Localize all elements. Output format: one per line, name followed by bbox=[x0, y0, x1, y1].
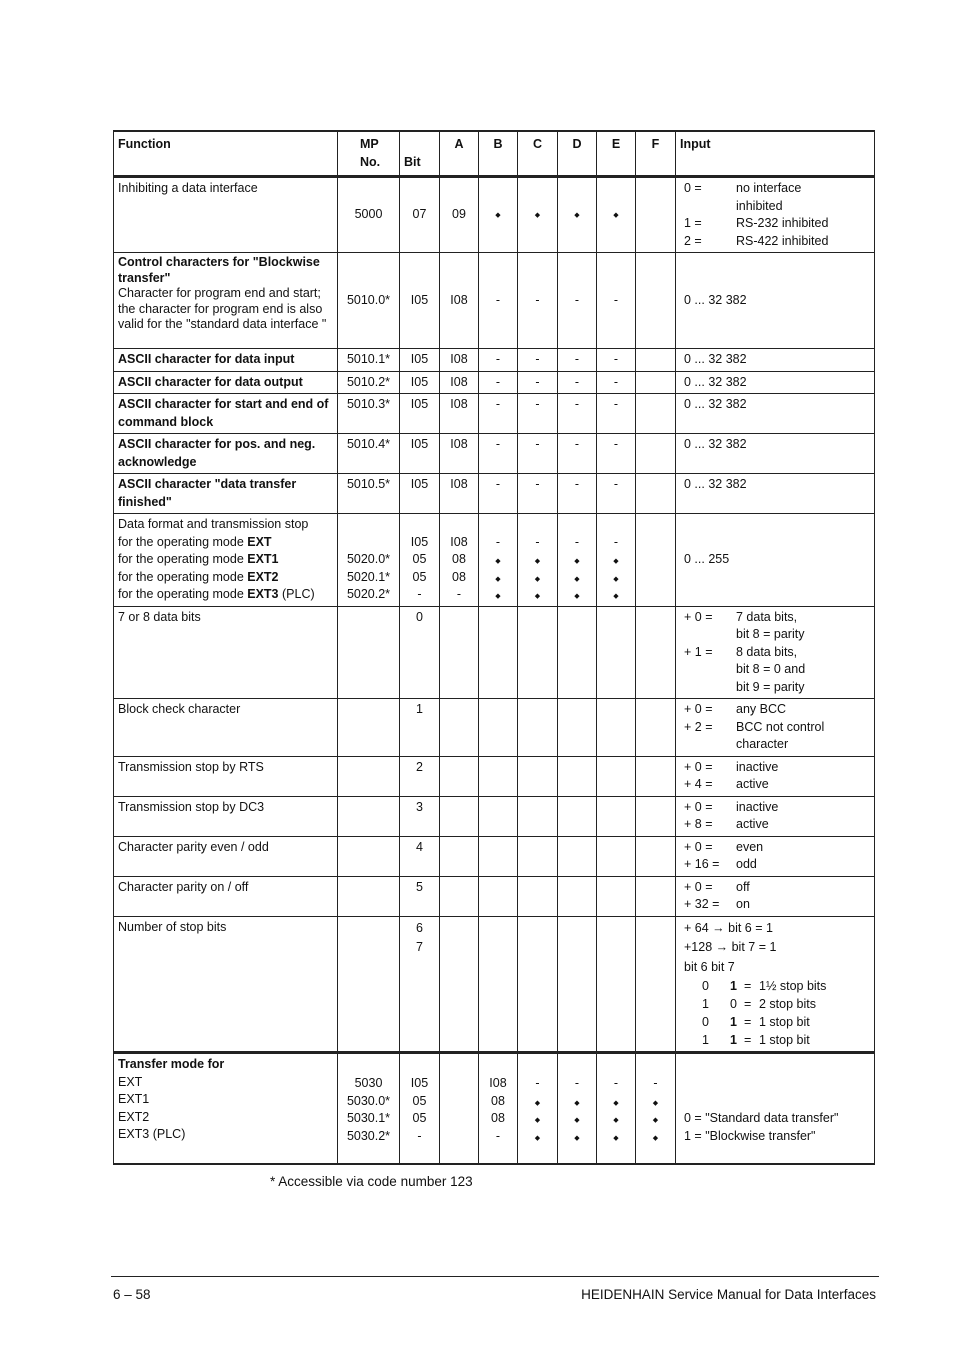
mp-cell bbox=[338, 699, 400, 757]
header-e: E bbox=[597, 131, 636, 177]
diamond-icon bbox=[495, 552, 500, 566]
table-row bbox=[114, 699, 875, 757]
b-cell bbox=[479, 916, 518, 1053]
a-cell: 09 bbox=[440, 177, 479, 253]
diamond-icon bbox=[613, 1111, 618, 1125]
function-cell: ASCII character for pos. and neg. acknowledge bbox=[114, 434, 338, 474]
f-cell bbox=[636, 394, 676, 434]
f-cell bbox=[636, 177, 676, 253]
input-cell: 0 ... 32 382 bbox=[676, 434, 875, 474]
table-row bbox=[114, 514, 875, 607]
machine-parameter-table bbox=[113, 130, 875, 1165]
f-cell bbox=[636, 434, 676, 474]
header-c: C bbox=[518, 131, 558, 177]
b-cell bbox=[479, 177, 518, 253]
mp-cell: 5010.0* bbox=[338, 253, 400, 349]
table-row bbox=[114, 836, 875, 876]
diamond-icon bbox=[535, 570, 540, 584]
e-cell: - bbox=[597, 434, 636, 474]
e-cell bbox=[597, 836, 636, 876]
c-cell bbox=[518, 606, 558, 699]
a-cell bbox=[440, 796, 479, 836]
c-cell: - bbox=[518, 474, 558, 514]
function-cell: Data format and transmission stop for the operating mode EXT for the operating mode EXT1 for the operating mode EXT2 for the operating mode EXT3 (PLC) bbox=[114, 514, 338, 607]
diamond-icon bbox=[574, 552, 579, 566]
b-cell: - bbox=[479, 371, 518, 394]
c-cell bbox=[518, 876, 558, 916]
function-cell: Number of stop bits bbox=[114, 916, 338, 1053]
a-cell bbox=[440, 606, 479, 699]
function-cell: ASCII character for data input bbox=[114, 349, 338, 372]
b-cell: - bbox=[479, 474, 518, 514]
d-cell: - ◆ ◆ ◆ bbox=[558, 1053, 597, 1164]
table-row bbox=[114, 1053, 875, 1164]
a-cell bbox=[440, 699, 479, 757]
function-cell: Inhibiting a data interface bbox=[114, 177, 338, 253]
table-row bbox=[114, 177, 875, 253]
a-cell: I08 08 08 - bbox=[440, 514, 479, 607]
d-cell bbox=[558, 699, 597, 757]
f-cell: - ◆ ◆ ◆ bbox=[636, 1053, 676, 1164]
d-cell: - bbox=[558, 349, 597, 372]
b-cell: I08 08 08 - bbox=[479, 1053, 518, 1164]
a-cell: I08 bbox=[440, 474, 479, 514]
d-cell: - bbox=[558, 371, 597, 394]
b-cell bbox=[479, 606, 518, 699]
diamond-icon bbox=[574, 206, 579, 220]
c-cell bbox=[518, 756, 558, 796]
e-cell bbox=[597, 699, 636, 757]
bit-cell: 6 7 bbox=[400, 916, 440, 1053]
bit-cell: I05 bbox=[400, 474, 440, 514]
input-cell: 0 ... 255 bbox=[676, 514, 875, 607]
b-cell bbox=[479, 699, 518, 757]
diamond-icon bbox=[495, 570, 500, 584]
table-row bbox=[114, 606, 875, 699]
function-cell: Block check character bbox=[114, 699, 338, 757]
mp-cell: 5010.5* bbox=[338, 474, 400, 514]
d-cell bbox=[558, 177, 597, 253]
diamond-icon bbox=[613, 552, 618, 566]
d-cell: - ◆ ◆ ◆ bbox=[558, 514, 597, 607]
c-cell bbox=[518, 836, 558, 876]
input-cell: 0 = "Standard data transfer" 1 = "Blockwise transfer" bbox=[676, 1053, 875, 1164]
bit-cell: 07 bbox=[400, 177, 440, 253]
function-cell: Character parity even / odd bbox=[114, 836, 338, 876]
bit-cell: I05 bbox=[400, 394, 440, 434]
header-input: Input bbox=[676, 131, 875, 177]
bit-cell: I05 05 05 - bbox=[400, 514, 440, 607]
e-cell: - bbox=[597, 371, 636, 394]
d-cell bbox=[558, 836, 597, 876]
diamond-icon bbox=[574, 1094, 579, 1108]
diamond-icon bbox=[495, 587, 500, 601]
a-cell bbox=[440, 876, 479, 916]
b-cell: - bbox=[479, 349, 518, 372]
diamond-icon bbox=[574, 587, 579, 601]
footer-title: HEIDENHAIN Service Manual for Data Interfaces bbox=[581, 1287, 876, 1302]
mp-cell: 5010.1* bbox=[338, 349, 400, 372]
mp-cell: 5010.3* bbox=[338, 394, 400, 434]
header-f: F bbox=[636, 131, 676, 177]
table-row bbox=[114, 349, 875, 372]
diamond-icon bbox=[535, 1111, 540, 1125]
f-cell bbox=[636, 514, 676, 607]
table-row bbox=[114, 253, 875, 349]
header-function: Function bbox=[114, 131, 338, 177]
e-cell bbox=[597, 796, 636, 836]
f-cell bbox=[636, 876, 676, 916]
b-cell: - bbox=[479, 253, 518, 349]
c-cell bbox=[518, 916, 558, 1053]
d-cell bbox=[558, 606, 597, 699]
f-cell bbox=[636, 699, 676, 757]
input-cell: 0 ... 32 382 bbox=[676, 474, 875, 514]
diamond-icon bbox=[574, 1111, 579, 1125]
header-mp: MP No. bbox=[338, 131, 400, 177]
footer-divider bbox=[111, 1276, 879, 1277]
table-row bbox=[114, 796, 875, 836]
mp-cell bbox=[338, 836, 400, 876]
a-cell: I08 bbox=[440, 434, 479, 474]
input-cell: + 0 = inactive + 8 = active bbox=[676, 796, 875, 836]
a-cell: I08 bbox=[440, 349, 479, 372]
c-cell: - bbox=[518, 394, 558, 434]
mp-cell bbox=[338, 796, 400, 836]
mp-cell bbox=[338, 756, 400, 796]
a-cell bbox=[440, 756, 479, 796]
table-header-row bbox=[114, 131, 875, 177]
a-cell bbox=[440, 916, 479, 1053]
e-cell bbox=[597, 756, 636, 796]
diamond-icon bbox=[653, 1129, 658, 1143]
input-cell: + 0 = even + 16 = odd bbox=[676, 836, 875, 876]
d-cell: - bbox=[558, 253, 597, 349]
f-cell bbox=[636, 371, 676, 394]
diamond-icon bbox=[613, 570, 618, 584]
a-cell: I08 bbox=[440, 371, 479, 394]
f-cell bbox=[636, 253, 676, 349]
function-cell: Character parity on / off bbox=[114, 876, 338, 916]
mp-cell: 5020.0* 5020.1* 5020.2* bbox=[338, 514, 400, 607]
bit-cell: I05 bbox=[400, 253, 440, 349]
table-row bbox=[114, 434, 875, 474]
input-cell: 0 ... 32 382 bbox=[676, 253, 875, 349]
function-cell: Transmission stop by DC3 bbox=[114, 796, 338, 836]
table-row bbox=[114, 394, 875, 434]
function-cell: ASCII character for start and end of command block bbox=[114, 394, 338, 434]
e-cell bbox=[597, 177, 636, 253]
d-cell bbox=[558, 756, 597, 796]
mp-cell bbox=[338, 876, 400, 916]
e-cell: - bbox=[597, 349, 636, 372]
e-cell: - ◆ ◆ ◆ bbox=[597, 1053, 636, 1164]
table-row bbox=[114, 371, 875, 394]
diamond-icon bbox=[535, 1129, 540, 1143]
diamond-icon bbox=[535, 1094, 540, 1108]
diamond-icon bbox=[535, 206, 540, 220]
bit-cell: 1 bbox=[400, 699, 440, 757]
a-cell: I08 bbox=[440, 253, 479, 349]
header-bit: Bit bbox=[400, 131, 440, 177]
bit-cell: I05 bbox=[400, 371, 440, 394]
a-cell: I08 bbox=[440, 394, 479, 434]
c-cell: - bbox=[518, 349, 558, 372]
c-cell: - ◆ ◆ ◆ bbox=[518, 514, 558, 607]
diamond-icon bbox=[653, 1094, 658, 1108]
e-cell: - bbox=[597, 253, 636, 349]
diamond-icon bbox=[574, 570, 579, 584]
bit-cell: I05 05 05 - bbox=[400, 1053, 440, 1164]
diamond-icon bbox=[613, 1129, 618, 1143]
function-cell: Transfer mode for EXT EXT1 EXT2 EXT3 (PLC) bbox=[114, 1053, 338, 1164]
e-cell bbox=[597, 606, 636, 699]
mp-cell bbox=[338, 916, 400, 1053]
c-cell bbox=[518, 796, 558, 836]
a-cell bbox=[440, 836, 479, 876]
f-cell bbox=[636, 796, 676, 836]
f-cell bbox=[636, 349, 676, 372]
d-cell bbox=[558, 876, 597, 916]
function-cell: Control characters for "Blockwise transfer" Character for program end and start; the character for program end is also valid for the "standard data interface " bbox=[114, 253, 338, 349]
b-cell: - bbox=[479, 394, 518, 434]
header-a: A bbox=[440, 131, 479, 177]
input-cell: 0 ... 32 382 bbox=[676, 349, 875, 372]
d-cell: - bbox=[558, 394, 597, 434]
b-cell bbox=[479, 796, 518, 836]
bit-cell: I05 bbox=[400, 349, 440, 372]
diamond-icon bbox=[495, 206, 500, 220]
bit-cell: I05 bbox=[400, 434, 440, 474]
function-cell: ASCII character for data output bbox=[114, 371, 338, 394]
input-cell: + 0 = any BCC + 2 = BCC not control character bbox=[676, 699, 875, 757]
input-cell: + 0 = 7 data bits, bit 8 = parity + 1 = 8 data bits, bit 8 = 0 and bit 9 = parity bbox=[676, 606, 875, 699]
b-cell bbox=[479, 876, 518, 916]
f-cell bbox=[636, 756, 676, 796]
table-row bbox=[114, 756, 875, 796]
table-row bbox=[114, 916, 875, 1053]
input-cell: 0 ... 32 382 bbox=[676, 394, 875, 434]
e-cell: - ◆ ◆ ◆ bbox=[597, 514, 636, 607]
input-cell: + 0 = off + 32 = on bbox=[676, 876, 875, 916]
f-cell bbox=[636, 606, 676, 699]
diamond-icon bbox=[613, 1094, 618, 1108]
header-d: D bbox=[558, 131, 597, 177]
mp-cell: 5010.4* bbox=[338, 434, 400, 474]
c-cell bbox=[518, 699, 558, 757]
f-cell bbox=[636, 916, 676, 1053]
e-cell bbox=[597, 916, 636, 1053]
c-cell: - bbox=[518, 253, 558, 349]
function-cell: ASCII character "data transfer finished" bbox=[114, 474, 338, 514]
table-row bbox=[114, 876, 875, 916]
bit-cell: 2 bbox=[400, 756, 440, 796]
b-cell bbox=[479, 836, 518, 876]
bit-cell: 5 bbox=[400, 876, 440, 916]
f-cell bbox=[636, 836, 676, 876]
e-cell: - bbox=[597, 474, 636, 514]
diamond-icon bbox=[574, 1129, 579, 1143]
diamond-icon bbox=[653, 1111, 658, 1125]
diamond-icon bbox=[535, 587, 540, 601]
d-cell: - bbox=[558, 474, 597, 514]
mp-cell: 5030 5030.0* 5030.1* 5030.2* bbox=[338, 1053, 400, 1164]
c-cell: - bbox=[518, 434, 558, 474]
a-cell bbox=[440, 1053, 479, 1164]
d-cell bbox=[558, 796, 597, 836]
mp-cell bbox=[338, 606, 400, 699]
input-cell: + 64 → bit 6 = 1 +128 → bit 7 = 1 bit 6 bit 7 0 1 = 1½ stop bits 1 0 = 2 stop bits 0 1 = 1 stop bit 1 1 = 1 stop bit bbox=[676, 916, 875, 1053]
header-b: B bbox=[479, 131, 518, 177]
bit-cell: 0 bbox=[400, 606, 440, 699]
page-number: 6 – 58 bbox=[113, 1287, 151, 1302]
mp-cell: 5000 bbox=[338, 177, 400, 253]
footnote: * Accessible via code number 123 bbox=[270, 1174, 473, 1189]
bit-cell: 3 bbox=[400, 796, 440, 836]
function-cell: Transmission stop by RTS bbox=[114, 756, 338, 796]
input-cell: 0 ... 32 382 bbox=[676, 371, 875, 394]
diamond-icon bbox=[613, 587, 618, 601]
diamond-icon bbox=[535, 552, 540, 566]
f-cell bbox=[636, 474, 676, 514]
e-cell bbox=[597, 876, 636, 916]
b-cell bbox=[479, 756, 518, 796]
diamond-icon bbox=[613, 206, 618, 220]
c-cell bbox=[518, 177, 558, 253]
input-cell: + 0 = inactive + 4 = active bbox=[676, 756, 875, 796]
function-cell: 7 or 8 data bits bbox=[114, 606, 338, 699]
e-cell: - bbox=[597, 394, 636, 434]
input-cell: 0 = no interface inhibited 1 = RS-232 inhibited 2 = RS-422 inhibited bbox=[676, 177, 875, 253]
c-cell: - ◆ ◆ ◆ bbox=[518, 1053, 558, 1164]
mp-cell: 5010.2* bbox=[338, 371, 400, 394]
b-cell: - ◆ ◆ ◆ bbox=[479, 514, 518, 607]
bit-cell: 4 bbox=[400, 836, 440, 876]
d-cell bbox=[558, 916, 597, 1053]
d-cell: - bbox=[558, 434, 597, 474]
c-cell: - bbox=[518, 371, 558, 394]
table-row bbox=[114, 474, 875, 514]
b-cell: - bbox=[479, 434, 518, 474]
